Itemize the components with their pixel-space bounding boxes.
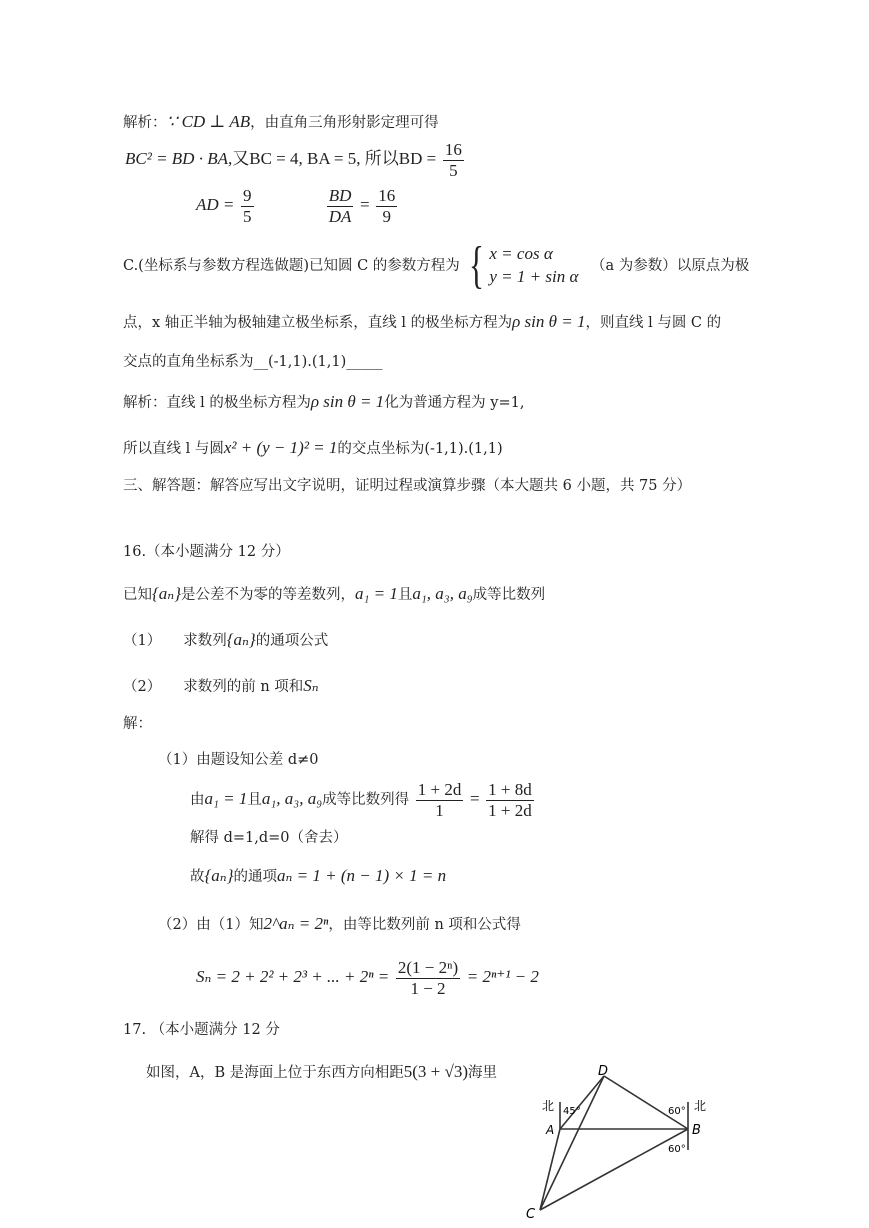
question-c-line-2: 点，x 轴正半轴为极轴建立极坐标系，直线 l 的极坐标方程为ρ sin θ = 1，则直线 l 与圆 C 的 xyxy=(123,312,722,331)
fraction-left: $\frac{1 + 2d}{1}$ xyxy=(417,780,462,820)
segment-bc xyxy=(540,1129,688,1210)
solution-line-3: AD = $\frac{9}{5}$ $\frac{BD}{DA}$ = $\frac{16}{9}$ xyxy=(196,186,396,226)
label-d: D xyxy=(598,1064,609,1079)
solution-16-step-3: 解得 d=1,d=0（舍去） xyxy=(190,830,348,846)
section-3-heading: 三、解答题：解答应写出文字说明，证明过程或演算步骤（本大题共 6 小题，共 75 分） xyxy=(123,478,692,494)
label-b: B xyxy=(692,1123,701,1138)
question-17-stem: 如图，A，B 是海面上位于东西方向相距5(3 + √3)海里 xyxy=(146,1062,497,1081)
angle-45-label: 45° xyxy=(563,1106,581,1117)
question-c-line-3: 交点的直角坐标系为__(-1,1).(1,1)_____ xyxy=(123,354,383,370)
solution-16-step-1: （1）由题设知公差 d≠0 xyxy=(158,752,319,768)
question-16-stem: 已知{aₙ}是公差不为零的等差数列，a₁ = 1且a₁, a₃, a₉成等比数列 xyxy=(123,584,546,603)
parametric-system: x = cos α y = 1 + sin α xyxy=(489,244,579,286)
solution-c-line-2: 所以直线 l 与圆x² + (y − 1)² = 1的交点坐标为(-1,1).(1,1) xyxy=(123,438,503,457)
question-16-part-2: （2） 求数列的前 n 项和Sₙ xyxy=(123,676,319,695)
angle-60-top-label: 60° xyxy=(668,1106,686,1117)
solution-c-line-1: 解析：直线 l 的极坐标方程为ρ sin θ = 1化为普通方程为 y=1, xyxy=(123,392,525,411)
fraction-ad: $\frac{9}{5}$ xyxy=(243,186,252,226)
solution-line-1: 解析：∵ CD ⊥ AB，由直角三角形射影定理可得 xyxy=(123,112,439,131)
fraction-16-9: $\frac{16}{9}$ xyxy=(378,186,396,226)
segment-db xyxy=(604,1076,688,1129)
question-16-heading: 16.（本小题满分 12 分） xyxy=(123,544,290,560)
segment-dc xyxy=(540,1076,604,1210)
fraction-bd: $\frac{16}{5}$ xyxy=(444,140,462,180)
solution-16-step-5: （2）由（1）知2^aₙ = 2ⁿ，由等比数列前 n 项和公式得 xyxy=(158,914,521,933)
solution-16-step-6: Sₙ = 2 + 2² + 2³ + ... + 2ⁿ = $\frac{\text{2(1 − 2ⁿ)}}{1 - 2}$ = 2ⁿ⁺¹ − 2 xyxy=(196,958,539,998)
solution-line-2: BC² = BD · BA,又BC = 4, BA = 5, 所以BD = $\frac{16}{5}$ xyxy=(125,140,462,180)
solution-label: 解： xyxy=(123,716,152,732)
north-label-left: 北 xyxy=(542,1099,555,1113)
angle-60-bottom-label: 60° xyxy=(668,1144,686,1155)
fraction-sum: $\frac{\text{2(1 − 2ⁿ)}}{1 - 2}$ xyxy=(397,958,459,998)
geometry-figure xyxy=(520,1062,740,1222)
solution-16-step-4: 故{aₙ}的通项aₙ = 1 + (n − 1) × 1 = n xyxy=(190,866,447,885)
fraction-right: $\frac{1 + 8d}{1 + 2d}$ xyxy=(488,780,532,820)
question-17-heading: 17. （本小题满分 12 分 xyxy=(123,1022,280,1038)
label-a: A xyxy=(546,1123,555,1137)
label-c: C xyxy=(526,1207,536,1222)
fraction-bd-da: $\frac{BD}{DA}$ xyxy=(328,186,352,226)
brace: { xyxy=(469,237,485,294)
north-label-right: 北 xyxy=(694,1099,707,1113)
question-16-part-1: （1） 求数列{aₙ}的通项公式 xyxy=(123,630,329,649)
segment-ac xyxy=(540,1129,560,1210)
question-c-line-1: C.(坐标系与参数方程选做题)已知圆 C 的参数方程为 { x = cos α y = 1 + sin α （a 为参数）以原点为极 xyxy=(123,237,750,294)
solution-16-step-2: 由a₁ = 1且a₁, a₃, a₉成等比数列得 $\frac{1 + 2d}{1}$ = $\frac{1 + 8d}{1 + 2d}$ xyxy=(190,780,532,820)
